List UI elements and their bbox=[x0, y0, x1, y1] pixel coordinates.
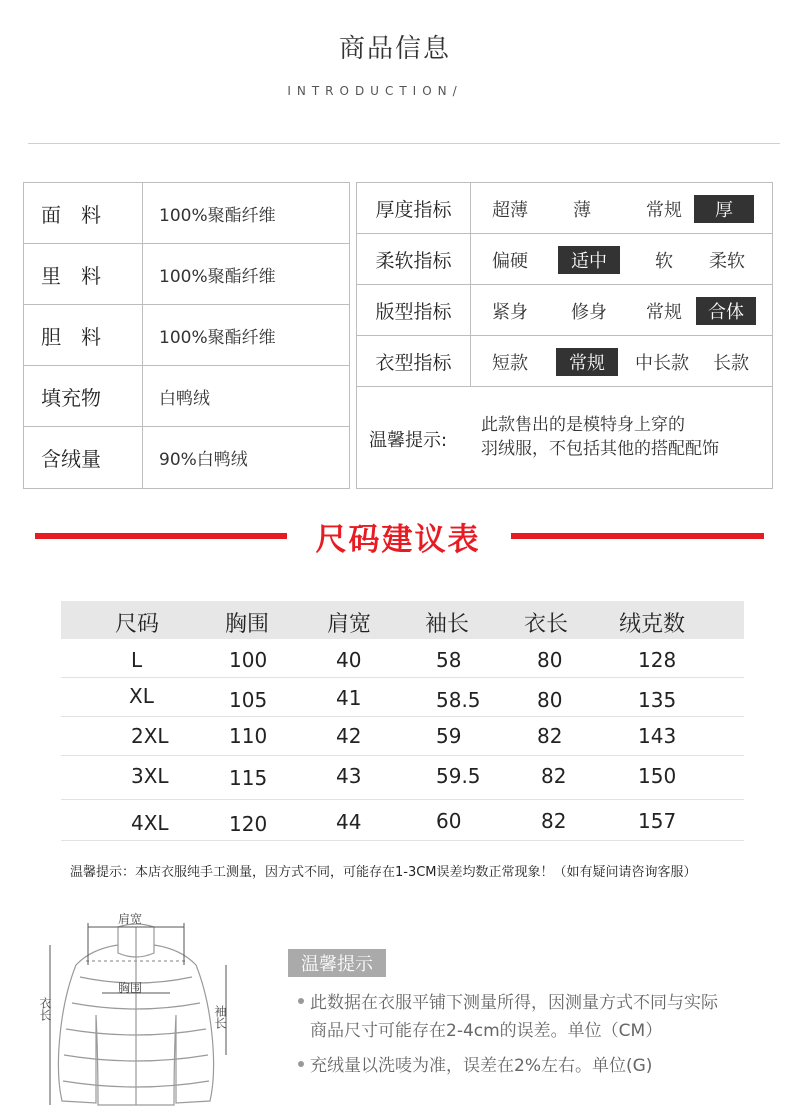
size-section-title: 尺码建议表 bbox=[315, 522, 481, 558]
info-row-shell bbox=[24, 183, 349, 244]
size-cell: 2XL bbox=[131, 724, 169, 748]
index-option-selected: 合体 bbox=[696, 297, 756, 325]
size-cell: XL bbox=[129, 684, 154, 708]
warm-tip-badge: 温馨提示 bbox=[288, 949, 386, 977]
info-label: 胆 料 bbox=[24, 305, 143, 365]
size-cell: 60 bbox=[436, 809, 462, 833]
size-cell: 135 bbox=[638, 688, 677, 712]
info-label: 面 料 bbox=[24, 183, 143, 243]
size-cell: L bbox=[131, 648, 143, 672]
index-tip-line: 此款售出的是模特身上穿的 bbox=[481, 415, 685, 435]
info-value: 100%聚酯纤维 bbox=[159, 205, 276, 226]
size-cell: 82 bbox=[541, 764, 567, 788]
product-index-table bbox=[356, 182, 773, 489]
size-header-cell: 尺码 bbox=[115, 612, 160, 637]
info-label: 里 料 bbox=[24, 244, 143, 304]
size-cell: 41 bbox=[336, 686, 362, 710]
info-value: 白鸭绒 bbox=[159, 388, 210, 409]
size-row-divider bbox=[61, 840, 744, 841]
size-cell: 42 bbox=[336, 724, 362, 748]
index-option: 短款 bbox=[492, 353, 528, 374]
info-value: 90%白鸭绒 bbox=[159, 450, 248, 470]
index-option: 常规 bbox=[646, 302, 682, 323]
size-cell: 115 bbox=[229, 766, 268, 790]
index-option: 修身 bbox=[571, 302, 607, 323]
page-subtitle: INTRODUCTION/ bbox=[287, 84, 463, 98]
size-cell: 40 bbox=[336, 648, 362, 672]
index-row-fit bbox=[357, 285, 772, 336]
size-cell: 120 bbox=[229, 812, 268, 836]
size-row bbox=[61, 648, 744, 688]
index-option: 长款 bbox=[713, 353, 749, 374]
size-cell: 105 bbox=[229, 688, 268, 712]
info-row-down-content bbox=[24, 427, 349, 488]
info-label: 含绒量 bbox=[24, 427, 143, 488]
size-header-cell: 肩宽 bbox=[327, 612, 372, 637]
index-option: 偏硬 bbox=[492, 251, 528, 272]
size-header-cell: 袖长 bbox=[425, 612, 470, 637]
warm-tip-text: 充绒量以洗唛为准，误差在2%左右。单位(G) bbox=[310, 1056, 653, 1076]
size-cell: 3XL bbox=[131, 764, 169, 788]
size-header-cell: 绒克数 bbox=[619, 612, 686, 637]
bullet-dot-icon bbox=[298, 998, 304, 1004]
diagram-label-chest: 胸围 bbox=[118, 981, 143, 995]
size-cell: 80 bbox=[537, 688, 563, 712]
info-value: 100%聚酯纤维 bbox=[159, 266, 276, 287]
info-row-inner bbox=[24, 305, 349, 366]
jacket-measure-diagram bbox=[36, 905, 246, 1110]
info-row-filling bbox=[24, 366, 349, 427]
size-cell: 150 bbox=[638, 764, 677, 788]
index-label: 柔软指标 bbox=[357, 234, 471, 284]
index-option-selected: 常规 bbox=[556, 348, 618, 376]
index-option: 紧身 bbox=[492, 302, 528, 323]
diagram-label-length: 衣长 bbox=[38, 997, 52, 1021]
size-row bbox=[61, 684, 744, 724]
info-value: 100%聚酯纤维 bbox=[159, 327, 276, 348]
size-row-divider bbox=[61, 755, 744, 756]
size-cell: 82 bbox=[541, 809, 567, 833]
index-option: 柔软 bbox=[709, 251, 745, 272]
size-cell: 59 bbox=[436, 724, 462, 748]
measurement-note: 温馨提示：本店衣服纯手工测量，因方式不同，可能存在1-3CM误差均数正常现象！（如有疑问请咨询客服） bbox=[70, 865, 697, 880]
size-cell: 82 bbox=[537, 724, 563, 748]
size-cell: 58.5 bbox=[436, 688, 481, 712]
size-cell: 59.5 bbox=[436, 764, 481, 788]
warm-tip-text: 此数据在衣服平铺下测量所得，因测量方式不同与实际 bbox=[310, 993, 718, 1013]
size-cell: 58 bbox=[436, 648, 462, 672]
size-row-divider bbox=[61, 677, 744, 678]
size-header-cell: 胸围 bbox=[225, 612, 270, 637]
index-option: 薄 bbox=[573, 200, 591, 221]
index-tip-line: 羽绒服，不包括其他的搭配配饰 bbox=[481, 439, 719, 459]
info-label: 填充物 bbox=[24, 366, 143, 426]
size-cell: 43 bbox=[336, 764, 362, 788]
index-label: 厚度指标 bbox=[357, 183, 471, 233]
size-row-divider bbox=[61, 799, 744, 800]
size-cell: 110 bbox=[229, 724, 268, 748]
size-row-divider bbox=[61, 716, 744, 717]
size-cell: 44 bbox=[336, 810, 362, 834]
size-cell: 128 bbox=[638, 648, 677, 672]
size-cell: 4XL bbox=[131, 811, 169, 835]
index-tip-label: 温馨提示: bbox=[369, 430, 448, 451]
page-title: 商品信息 bbox=[338, 34, 451, 64]
size-header-cell: 衣长 bbox=[524, 612, 569, 637]
warm-tip-bullet bbox=[298, 1052, 652, 1080]
size-row bbox=[61, 724, 744, 764]
size-row bbox=[61, 764, 744, 804]
index-label: 版型指标 bbox=[357, 285, 471, 335]
index-option: 超薄 bbox=[492, 200, 528, 221]
diagram-label-shoulder: 肩宽 bbox=[118, 912, 143, 926]
size-table-header bbox=[61, 601, 744, 639]
index-option-selected: 厚 bbox=[694, 195, 754, 223]
index-label: 衣型指标 bbox=[357, 336, 471, 386]
bullet-dot-icon bbox=[298, 1061, 304, 1067]
index-row-softness bbox=[357, 234, 772, 285]
index-option: 软 bbox=[655, 251, 673, 272]
diagram-label-sleeve: 袖长 bbox=[213, 1005, 227, 1029]
size-cell: 80 bbox=[537, 648, 563, 672]
size-cell: 157 bbox=[638, 809, 677, 833]
header-divider bbox=[28, 143, 780, 144]
warm-tip-bullet bbox=[298, 989, 718, 1045]
info-row-lining bbox=[24, 244, 349, 305]
index-row-length bbox=[357, 336, 772, 387]
material-info-table bbox=[23, 182, 350, 489]
index-tip-text bbox=[481, 413, 719, 461]
warm-tip-text: 商品尺寸可能存在2-4cm的误差。单位（CM） bbox=[310, 1021, 663, 1041]
size-row bbox=[61, 808, 744, 848]
index-option: 常规 bbox=[646, 200, 682, 221]
index-option: 中长款 bbox=[635, 353, 689, 374]
index-option-selected: 适中 bbox=[558, 246, 620, 274]
index-row-thickness bbox=[357, 183, 772, 234]
size-cell: 143 bbox=[638, 724, 677, 748]
size-cell: 100 bbox=[229, 648, 268, 672]
